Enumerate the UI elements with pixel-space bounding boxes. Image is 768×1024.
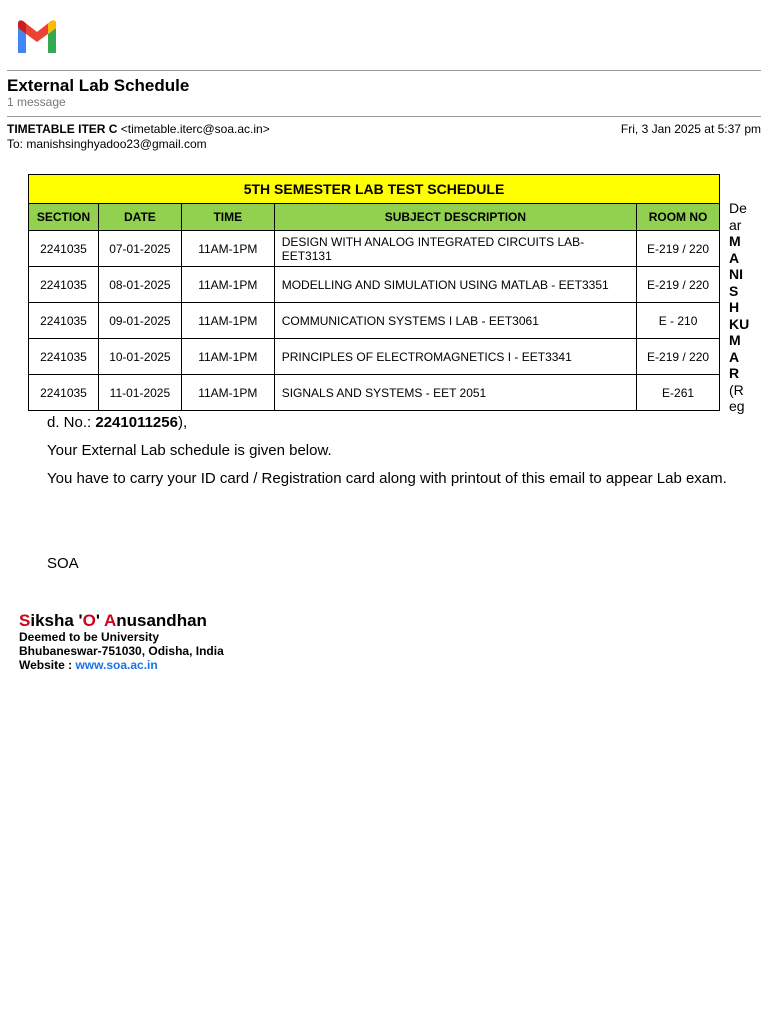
room-cell: E-219 / 220	[637, 339, 720, 375]
subject-divider	[7, 116, 761, 117]
section-cell: 2241035	[29, 303, 99, 339]
subject-cell: SIGNALS AND SYSTEMS - EET 2051	[274, 375, 636, 411]
org-name-part: '	[95, 611, 104, 630]
registration-line	[47, 414, 187, 431]
signature-address: Bhubaneswar-751030, Odisha, India	[19, 644, 224, 658]
salutation-fragment: De	[729, 200, 747, 216]
date-cell: 08-01-2025	[98, 267, 181, 303]
email-subject: External Lab Schedule	[7, 76, 190, 95]
table-row	[29, 339, 720, 375]
recipient-line: To: manishsinghyadoo23@gmail.com	[7, 137, 207, 151]
reg-prefix: d. No.:	[47, 414, 96, 431]
body-line-2: You have to carry your ID card / Registration card along with printout of this email to appear Lab exam.	[47, 470, 727, 487]
column-header-date: DATE	[98, 204, 181, 231]
subject-cell: MODELLING AND SIMULATION USING MATLAB - EET3351	[274, 267, 636, 303]
subject-cell: PRINCIPLES OF ELECTROMAGNETICS I - EET3341	[274, 339, 636, 375]
section-cell: 2241035	[29, 375, 99, 411]
time-cell: 11AM-1PM	[181, 231, 274, 267]
message-count: 1 message	[7, 95, 66, 109]
website-label: Website :	[19, 658, 76, 672]
room-cell: E - 210	[637, 303, 720, 339]
org-name-part: nusandhan	[116, 611, 207, 630]
org-name-part: iksha '	[30, 611, 83, 630]
table-row	[29, 375, 720, 411]
reg-fragment: eg	[729, 398, 745, 414]
sender-address: <timetable.iterc@soa.ac.in>	[120, 122, 270, 136]
gmail-logo-icon	[8, 8, 66, 60]
salutation-fragment: ar	[729, 216, 742, 233]
time-cell: 11AM-1PM	[181, 267, 274, 303]
time-cell: 11AM-1PM	[181, 339, 274, 375]
student-name-fragment: R	[729, 365, 740, 381]
body-line-1: Your External Lab schedule is given below.	[47, 442, 332, 459]
student-name-fragment: M	[729, 332, 741, 348]
date-cell: 07-01-2025	[98, 231, 181, 267]
student-name-fragment: NI	[729, 266, 743, 282]
signature-website-line	[19, 658, 158, 672]
section-cell: 2241035	[29, 339, 99, 375]
header-divider	[7, 70, 761, 71]
signature-org-name	[19, 611, 207, 631]
lab-schedule-table	[28, 174, 720, 411]
sign-off: SOA	[47, 555, 79, 572]
student-name-fragment: M	[729, 233, 741, 249]
student-name-fragment: S	[729, 282, 739, 299]
student-name-fragment: H	[729, 299, 740, 315]
column-header-room: ROOM NO	[637, 204, 720, 231]
room-cell: E-261	[637, 375, 720, 411]
org-initial-o: O	[82, 611, 96, 630]
registration-number: 2241011256	[95, 414, 178, 431]
column-header-time: TIME	[181, 204, 274, 231]
reg-fragment: (R	[729, 381, 744, 398]
student-name-fragment: A	[729, 348, 740, 365]
section-cell: 2241035	[29, 231, 99, 267]
student-name-fragment: A	[729, 249, 740, 266]
table-row	[29, 303, 720, 339]
date-cell: 09-01-2025	[98, 303, 181, 339]
sender-line	[7, 122, 270, 136]
time-cell: 11AM-1PM	[181, 375, 274, 411]
time-cell: 11AM-1PM	[181, 303, 274, 339]
table-row	[29, 231, 720, 267]
wrapped-salutation	[729, 200, 759, 415]
student-name-fragment: KU	[729, 315, 750, 332]
column-header-section: SECTION	[29, 204, 99, 231]
website-link[interactable]: www.soa.ac.in	[75, 658, 158, 672]
signature-tagline: Deemed to be University	[19, 630, 160, 644]
room-cell: E-219 / 220	[637, 267, 720, 303]
date-cell: 11-01-2025	[98, 375, 181, 411]
email-date: Fri, 3 Jan 2025 at 5:37 pm	[620, 122, 761, 136]
table-row	[29, 267, 720, 303]
org-initial-a: A	[103, 611, 117, 630]
section-cell: 2241035	[29, 267, 99, 303]
reg-suffix: ),	[177, 414, 188, 431]
date-cell: 10-01-2025	[98, 339, 181, 375]
subject-cell: DESIGN WITH ANALOG INTEGRATED CIRCUITS LAB- EET3131	[274, 231, 636, 267]
room-cell: E-219 / 220	[637, 231, 720, 267]
schedule-title: 5TH SEMESTER LAB TEST SCHEDULE	[29, 175, 720, 204]
sender-name: TIMETABLE ITER C	[7, 122, 118, 136]
subject-cell: COMMUNICATION SYSTEMS I LAB - EET3061	[274, 303, 636, 339]
column-header-subject: SUBJECT DESCRIPTION	[274, 204, 636, 231]
org-initial-s: S	[19, 611, 31, 630]
